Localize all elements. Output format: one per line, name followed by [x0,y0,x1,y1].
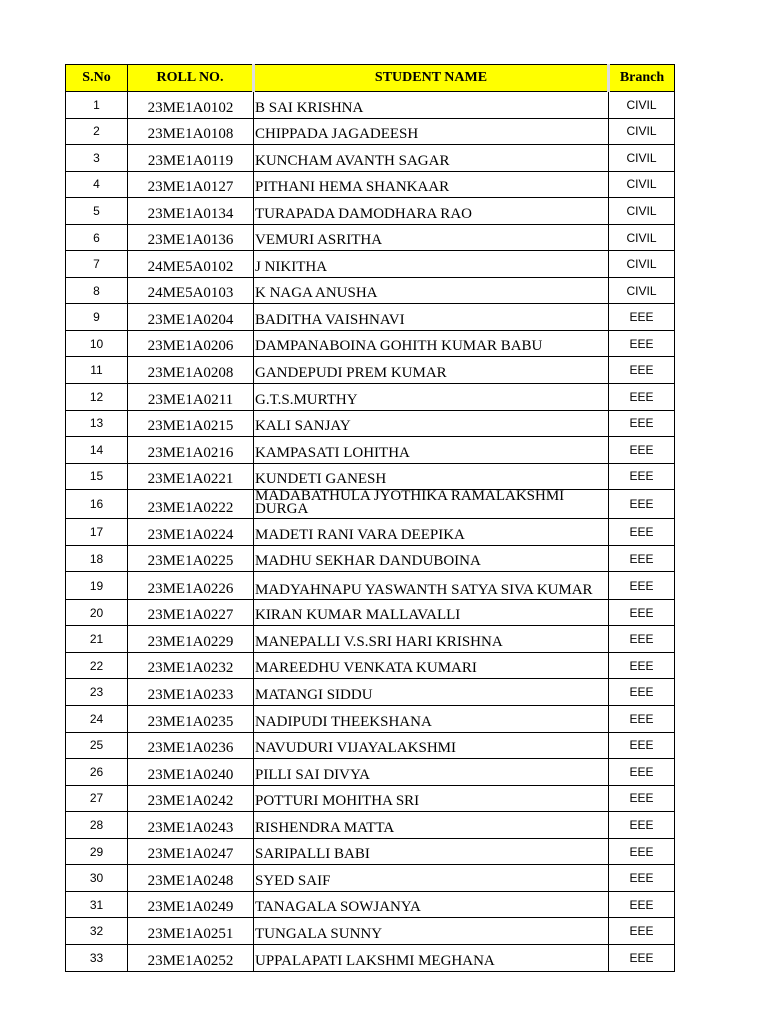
row-student-name: TANAGALA SOWJANYA [254,891,609,918]
row-sno: 1 [66,92,128,119]
row-branch: CIVIL [609,251,675,278]
row-student-name: KALI SANJAY [254,410,609,437]
row-branch: EEE [609,304,675,331]
row-branch: EEE [609,463,675,490]
row-roll-no: 23ME1A0243 [128,812,254,839]
row-branch: EEE [609,626,675,653]
table-row [66,652,675,679]
row-sno: 18 [66,545,128,572]
row-student-name: B SAI KRISHNA [254,92,609,119]
table-row [66,437,675,464]
row-student-name: POTTURI MOHITHA SRI [254,785,609,812]
row-roll-no: 23ME1A0102 [128,92,254,119]
table-row [66,865,675,892]
row-roll-no: 23ME1A0208 [128,357,254,384]
row-student-name: VEMURI ASRITHA [254,224,609,251]
row-roll-no: 24ME5A0103 [128,277,254,304]
row-roll-no: 23ME1A0204 [128,304,254,331]
row-student-name: PITHANI HEMA SHANKAAR [254,171,609,198]
table-row [66,599,675,626]
row-sno: 32 [66,918,128,945]
table-row [66,545,675,572]
row-sno: 14 [66,437,128,464]
table-row [66,145,675,172]
table-row [66,171,675,198]
row-sno: 9 [66,304,128,331]
row-branch: CIVIL [609,171,675,198]
row-sno: 6 [66,224,128,251]
row-sno: 12 [66,384,128,411]
table-row [66,410,675,437]
table-row [66,277,675,304]
row-branch: CIVIL [609,277,675,304]
table-row [66,626,675,653]
row-student-name [254,490,609,519]
table-row [66,251,675,278]
row-sno: 28 [66,812,128,839]
row-branch: EEE [609,545,675,572]
table-row [66,519,675,546]
table-row [66,357,675,384]
row-roll-no: 23ME1A0136 [128,224,254,251]
row-branch: EEE [609,437,675,464]
row-student-name: KUNCHAM AVANTH SAGAR [254,145,609,172]
row-branch: EEE [609,410,675,437]
row-roll-no: 23ME1A0229 [128,626,254,653]
row-student-name: SARIPALLI BABI [254,838,609,865]
table-row [66,812,675,839]
row-branch: CIVIL [609,118,675,145]
row-sno: 8 [66,277,128,304]
row-student-name-text: MADYAHNAPU YASWANTH SATYA SIVA KUMAR [255,583,593,597]
row-sno: 25 [66,732,128,759]
row-branch: CIVIL [609,92,675,119]
row-student-name: G.T.S.MURTHY [254,384,609,411]
row-branch: EEE [609,519,675,546]
row-branch: CIVIL [609,145,675,172]
table-row [66,330,675,357]
table-row [66,490,675,519]
row-branch: EEE [609,572,675,600]
row-branch: EEE [609,330,675,357]
row-branch: EEE [609,812,675,839]
row-roll-no: 23ME1A0216 [128,437,254,464]
table-row [66,304,675,331]
row-student-name: TURAPADA DAMODHARA RAO [254,198,609,225]
row-roll-no: 24ME5A0102 [128,251,254,278]
row-sno: 10 [66,330,128,357]
row-sno: 5 [66,198,128,225]
row-roll-no: 23ME1A0211 [128,384,254,411]
row-branch: EEE [609,865,675,892]
row-branch: EEE [609,490,675,519]
row-roll-no: 23ME1A0232 [128,652,254,679]
row-sno: 3 [66,145,128,172]
table-row [66,198,675,225]
row-branch: EEE [609,918,675,945]
row-student-name: K NAGA ANUSHA [254,277,609,304]
row-roll-no: 23ME1A0252 [128,944,254,971]
row-student-name: GANDEPUDI PREM KUMAR [254,357,609,384]
row-roll-no: 23ME1A0235 [128,706,254,733]
table-row [66,118,675,145]
row-student-name: KAMPASATI LOHITHA [254,437,609,464]
row-sno: 4 [66,171,128,198]
row-student-name: DAMPANABOINA GOHITH KUMAR BABU [254,330,609,357]
row-student-name [254,572,609,600]
row-sno: 27 [66,785,128,812]
table-row [66,224,675,251]
row-branch: EEE [609,944,675,971]
header-sno: S.No [66,65,128,92]
row-student-name: MAREEDHU VENKATA KUMARI [254,652,609,679]
row-roll-no: 23ME1A0247 [128,838,254,865]
row-sno: 15 [66,463,128,490]
row-branch: EEE [609,652,675,679]
row-roll-no: 23ME1A0240 [128,759,254,786]
row-student-name-text: MADABATHULA JYOTHIKA RAMALAKSHMI DURGA [255,490,565,517]
row-student-name: NADIPUDI THEEKSHANA [254,706,609,733]
table-row [66,463,675,490]
row-roll-no: 23ME1A0225 [128,545,254,572]
table-row [66,838,675,865]
row-sno: 33 [66,944,128,971]
row-roll-no: 23ME1A0222 [128,490,254,519]
row-roll-no: 23ME1A0206 [128,330,254,357]
row-roll-no: 23ME1A0134 [128,198,254,225]
row-roll-no: 23ME1A0236 [128,732,254,759]
table-row [66,384,675,411]
row-student-name: MANEPALLI V.S.SRI HARI KRISHNA [254,626,609,653]
row-sno: 7 [66,251,128,278]
row-roll-no: 23ME1A0227 [128,599,254,626]
row-roll-no: 23ME1A0224 [128,519,254,546]
header-student-name: STUDENT NAME [254,65,609,92]
row-sno: 26 [66,759,128,786]
row-sno: 30 [66,865,128,892]
row-student-name: CHIPPADA JAGADEESH [254,118,609,145]
row-sno: 21 [66,626,128,653]
row-branch: EEE [609,679,675,706]
row-branch: EEE [609,891,675,918]
row-branch: CIVIL [609,198,675,225]
row-branch: EEE [609,599,675,626]
row-student-name: PILLI SAI DIVYA [254,759,609,786]
row-branch: EEE [609,785,675,812]
row-sno: 11 [66,357,128,384]
row-sno: 2 [66,118,128,145]
student-table [65,64,675,972]
table-row [66,918,675,945]
row-branch: EEE [609,732,675,759]
table-row [66,572,675,600]
row-sno: 31 [66,891,128,918]
table-row [66,92,675,119]
row-sno: 19 [66,572,128,600]
table-row [66,732,675,759]
header-row [66,65,675,92]
row-branch: EEE [609,838,675,865]
header-branch: Branch [609,65,675,92]
row-sno: 29 [66,838,128,865]
row-roll-no: 23ME1A0215 [128,410,254,437]
row-roll-no: 23ME1A0226 [128,572,254,600]
table-row [66,759,675,786]
row-branch: CIVIL [609,224,675,251]
row-student-name: KUNDETI GANESH [254,463,609,490]
row-student-name: SYED SAIF [254,865,609,892]
header-roll-no: ROLL NO. [128,65,254,92]
table-row [66,891,675,918]
row-roll-no: 23ME1A0221 [128,463,254,490]
row-branch: EEE [609,759,675,786]
row-roll-no: 23ME1A0108 [128,118,254,145]
row-sno: 23 [66,679,128,706]
row-student-name: J NIKITHA [254,251,609,278]
row-sno: 17 [66,519,128,546]
row-student-name: RISHENDRA MATTA [254,812,609,839]
row-student-name: MATANGI SIDDU [254,679,609,706]
row-branch: EEE [609,706,675,733]
row-sno: 16 [66,490,128,519]
row-roll-no: 23ME1A0248 [128,865,254,892]
student-list-sheet [65,64,674,972]
row-sno: 24 [66,706,128,733]
table-row [66,944,675,971]
row-roll-no: 23ME1A0233 [128,679,254,706]
row-roll-no: 23ME1A0119 [128,145,254,172]
row-student-name: UPPALAPATI LAKSHMI MEGHANA [254,944,609,971]
row-student-name: TUNGALA SUNNY [254,918,609,945]
row-roll-no: 23ME1A0242 [128,785,254,812]
row-branch: EEE [609,357,675,384]
row-student-name: MADHU SEKHAR DANDUBOINA [254,545,609,572]
row-roll-no: 23ME1A0251 [128,918,254,945]
row-sno: 20 [66,599,128,626]
row-student-name: NAVUDURI VIJAYALAKSHMI [254,732,609,759]
row-student-name: MADETI RANI VARA DEEPIKA [254,519,609,546]
row-sno: 22 [66,652,128,679]
table-row [66,785,675,812]
row-sno: 13 [66,410,128,437]
row-student-name: KIRAN KUMAR MALLAVALLI [254,599,609,626]
table-row [66,679,675,706]
row-roll-no: 23ME1A0127 [128,171,254,198]
row-student-name: BADITHA VAISHNAVI [254,304,609,331]
row-roll-no: 23ME1A0249 [128,891,254,918]
table-row [66,706,675,733]
row-branch: EEE [609,384,675,411]
